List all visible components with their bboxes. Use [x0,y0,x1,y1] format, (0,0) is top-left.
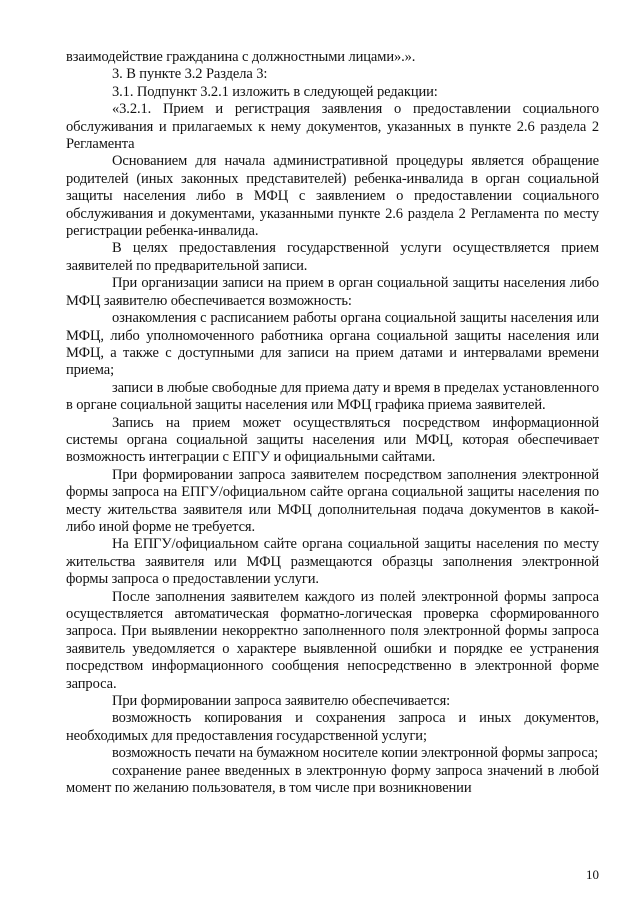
paragraph: При организации записи на прием в орган социальной защиты населения либо МФЦ заявителю обеспечивается возможность: [66,275,599,309]
paragraph: В целях предоставления государственной услуги осуществляется прием заявителей по предварительной записи. [66,240,599,274]
paragraph: возможность печати на бумажном носителе копии электронной формы запроса; [112,745,599,762]
paragraph: ознакомления с расписанием работы органа социальной защиты населения или МФЦ, либо уполномоченного работника органа социальной защиты населения или МФЦ, а также с доступными для записи на прием датами и интервалами времени приема; [66,310,599,379]
paragraph: Запись на прием может осуществляться посредством информационной системы органа социальной защиты населения или МФЦ, которая обеспечивает возможность интеграции с ЕПГУ и официальными сайтами. [66,414,599,466]
paragraph: 3.1. Подпункт 3.2.1 изложить в следующей редакции: [112,83,438,100]
paragraph: После заполнения заявителем каждого из полей электронной формы запроса осуществляется автоматическая форматно-логическая проверка сформированного запроса. При выявлении некорректно заполненного поля электронной формы запроса заявитель уведомляется о характере выявленной ошибки и порядке ее устранения посредством информационного сообщения непосредственно в электронной форме запроса. [66,588,599,692]
paragraph: 3. В пункте 3.2 Раздела 3: [112,66,268,83]
paragraph: Основанием для начала административной процедуры является обращение родителей (иных законных представителей) ребенка-инвалида в орган социальной защиты населения либо в МФЦ с заявлением о предоставлении социального обслуживания и документами, указанными пункте 2.6 раздела 2 Регламента по месту регистрации ребенка-инвалида. [66,153,599,240]
document-body [66,49,599,797]
paragraph: записи в любые свободные для приема дату и время в пределах установленного в органе социальной защиты населения или МФЦ графика приема заявителей. [66,379,599,414]
page-number: 10 [586,867,599,882]
paragraph: сохранение ранее введенных в электронную форму запроса значений в любой момент по желанию пользователя, в том числе при возникновении [66,762,599,797]
paragraph: «3.2.1. Прием и регистрация заявления о предоставлении социального обслуживания и прилагаемых к нему документов, указанных в пункте 2.6 раздела 2 Регламента [66,101,599,153]
paragraph: возможность копирования и сохранения запроса и иных документов, необходимых для предоставления государственной услуги; [66,710,599,744]
paragraph: При формировании запроса заявителю обеспечивается: [112,693,451,710]
paragraph: взаимодействие гражданина с должностными лицами».». [66,49,416,65]
paragraph: При формировании запроса заявителем посредством заполнения электронной формы запроса на ЕПГУ/официальном сайте органа социальной защиты населения по месту жительства заявителя или МФЦ дополнительная подача документов в какой-либо иной форме не требуется. [66,466,599,535]
paragraph: На ЕПГУ/официальном сайте органа социальной защиты населения по месту жительства заявителя или МФЦ размещаются образцы заполнения электронной формы запроса о предоставлении услуги. [66,536,599,588]
